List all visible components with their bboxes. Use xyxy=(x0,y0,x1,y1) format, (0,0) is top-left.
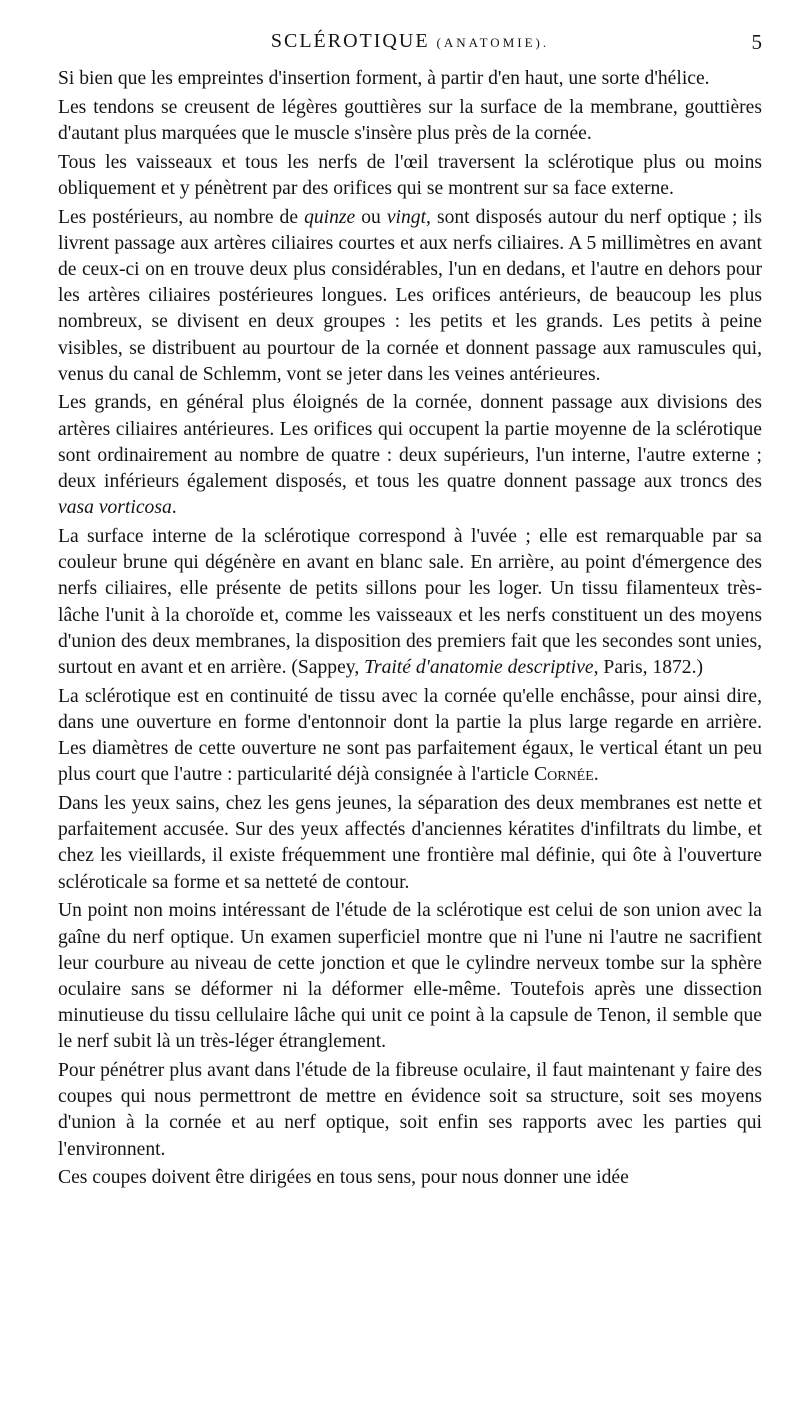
page-number: 5 xyxy=(751,30,762,54)
paragraph xyxy=(58,95,762,147)
paragraph-text: , Paris, 1872.) xyxy=(593,656,704,678)
paragraph xyxy=(58,1058,762,1163)
paragraph-text: Pour pénétrer plus avant dans l'étude de la fibreuse oculaire, il faut maintenant y faire des coupes qui nous permettront de mettre en évidence soit sa structure, soit ses moyens d'union à la cornée et au nerf optique, soit enfin ses rapports avec les parties qui l'environnent. xyxy=(58,1060,762,1160)
paragraph-text: , sont disposés autour du nerf optique ; ils livrent passage aux artères ciliaires courtes et aux nerfs ciliaires. A 5 millimètres en avant de ceux-ci on en trouve deux plus considérables, l'un en dedans, et l'autre en dehors pour les artères ciliaires postérieures longues. Les orifices antérieurs, de beaucoup les plus nombreux, se divisent en deux groupes : les petits et les grands. Les petits à peine visibles, se distribuent au pourtour de la cornée et donnent passage aux ramuscules qui, venus du canal de Schlemm, vont se jeter dans les veines antérieures. xyxy=(58,206,763,385)
paragraph xyxy=(58,684,762,789)
running-title-subtitle: (ANATOMIE). xyxy=(436,35,550,50)
italic-text: vingt xyxy=(386,206,427,228)
paragraph xyxy=(58,66,762,92)
paragraph-text: La surface interne de la sclérotique correspond à l'uvée ; elle est remarquable par sa couleur brune qui dégénère en avant en blanc sale. En arrière, au point d'émergence des nerfs ciliaires, elle présente de petits sillons pour les loger. Un tissu filamenteux très-lâche l'unit à la choroïde et, comme les vaisseaux et les nerfs constituent un des moyens d'union des deux membranes, la disposition des premiers fait que les secondes sont unies, surtout en avant et en arrière. (Sappey, xyxy=(58,525,762,678)
paragraph-text: Tous les vaisseaux et tous les nerfs de l'œil traversent la sclérotique plus ou moins obliquement et y pénètrent par des orifices qui se montrent sur sa face externe. xyxy=(58,151,762,199)
paragraph-text: Dans les yeux sains, chez les gens jeunes, la séparation des deux membranes est nette et parfaitement accusée. Sur des yeux affectés d'anciennes kératites d'infiltrats du limbe, et chez les vieillards, il existe fréquemment une frontière mal définie, qui ôte à l'ouverture scléroticale sa forme et sa netteté de contour. xyxy=(58,792,762,893)
italic-text: quinze xyxy=(304,206,356,228)
paragraph-text: Si bien que les empreintes d'insertion forment, à partir d'en haut, une sorte d'hélice. xyxy=(58,68,710,89)
running-title-text: SCLÉROTIQUE xyxy=(270,30,430,52)
paragraph-text: Ces coupes doivent être dirigées en tous sens, pour nous donner une idée xyxy=(58,1167,629,1189)
paragraph xyxy=(58,150,762,202)
paragraph-text: Les grands, en général plus éloignés de la cornée, donnent passage aux divisions des artères ciliaires antérieures. Les orifices qui occupent la partie moyenne de la sclérotique sont ordinairement au nombre de quatre : deux supérieurs, l'un interne, l'autre externe ; deux inférieurs également disposés, et tous les quatre donnent passage aux troncs des xyxy=(58,392,762,493)
paragraph xyxy=(58,390,762,521)
paragraph xyxy=(58,898,762,1055)
paragraph xyxy=(58,791,762,896)
paragraph-text: Un point non moins intéressant de l'étude de la sclérotique est celui de son union avec la gaîne du nerf optique. Un examen superficiel montre que ni l'une ni l'autre ne sacrifient leur courbure au niveau de cette jonction et que le cylindre nerveux tombe sur la sphère oculaire sans se déformer ni la déformer elle-même. Toutefois après une dissection minutieuse du tissu cellulaire lâche qui unit ce point à la capsule de Tenon, il semble que le nerf subit là un très-léger étranglement. xyxy=(58,900,762,1053)
body-text xyxy=(58,66,762,1192)
paragraph-text: . xyxy=(593,764,599,786)
page-header xyxy=(58,30,762,66)
paragraph-text: Les tendons se creusent de légères gouttières sur la surface de la membrane, gouttières d'autant plus marquées que le muscle s'insère plus près de la cornée. xyxy=(58,96,762,144)
running-title xyxy=(58,30,762,53)
paragraph-text: Les postérieurs, au nombre de xyxy=(58,206,305,228)
paragraph xyxy=(58,1165,762,1191)
italic-text: vasa vorticosa xyxy=(58,497,172,519)
paragraph-text: La sclérotique est en continuité de tissu avec la cornée qu'elle enchâsse, pour ainsi dire, dans une ouverture en forme d'entonnoir dont la partie la plus large regarde en arrière. Les diamètres de cette ouverture ne sont pas parfaitement égaux, le vertical étant un peu plus court que l'autre : particularité déjà consignée à l'article xyxy=(58,685,762,786)
italic-text: Traité d'anatomie descriptive xyxy=(364,656,594,678)
paragraph xyxy=(58,205,762,388)
paragraph-text: . xyxy=(171,497,177,519)
paragraph-text: ou xyxy=(355,206,387,228)
small-caps-text: Cornée xyxy=(534,764,594,786)
paragraph xyxy=(58,524,762,681)
